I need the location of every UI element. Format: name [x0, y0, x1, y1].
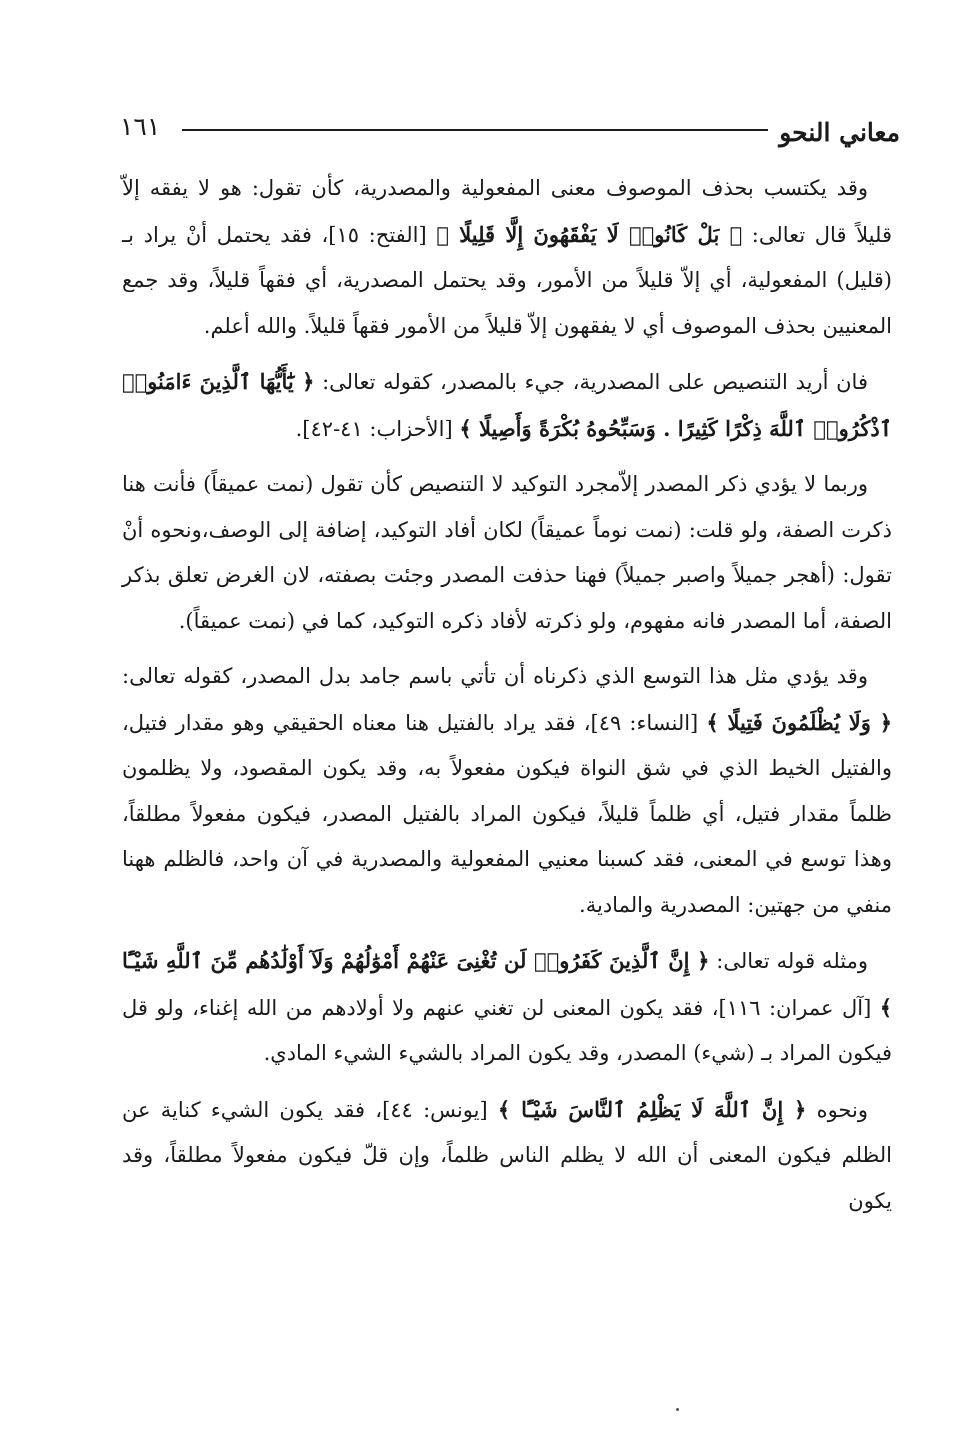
- quran-verse: ﴿ إِنَّ ٱللَّهَ لَا يَظْلِمُ ٱلنَّاسَ شَيْـًٔا ﴾: [497, 1096, 807, 1122]
- paragraph-2: [122, 359, 892, 452]
- page-number: ١٦١: [120, 112, 161, 141]
- body-text: [122, 166, 892, 1234]
- running-header: [120, 112, 900, 152]
- header-rule: [182, 129, 768, 131]
- paragraph-text: [الأحزاب: ٤١-٤٢].: [295, 416, 460, 441]
- scan-speck: [676, 1408, 679, 1411]
- paragraph-text: ومثله قوله تعالى:: [709, 949, 868, 973]
- quran-verse: ﴿ بَلْ كَانُوا۟ لَا يَفْقَهُونَ إِلَّا قَلِيلًا ﴾: [436, 221, 743, 247]
- paragraph-text: [الفتح: ١٥]، فقد يحتمل أنْ يراد بـ (قليل) المفعولية، أي إلاّ قليلاً من الأمور، وقد يحتمل المصدرية، أي فقهاً قليلاً، وقد جمع المعنيين بحذف الموصوف أي لا يفقهون إلاّ قليلاً من الأمور فقهاً قليلاً. والله أعلم.: [122, 222, 892, 338]
- paragraph-text: وقد يؤدي مثل هذا التوسع الذي ذكرناه أن تأتي باسم جامد بدل المصدر، كقوله تعالى:: [122, 664, 868, 688]
- paragraph-text: [النساء: ٤٩]، فقد يراد بالفتيل هنا معناه الحقيقي وهو مقدار فتيل، والفتيل الخيط الذي في شق النواة فيكون مفعولاً به، وقد يكون المقصود، ولا يظلمون ظلماً مقدار فتيل، أي ظلماً قليلاً، فيكون المراد بالفتيل المصدر، فيكون مفعولاً مطلقاً، وهذا توسع في المعنى، فقد كسبنا معنيي المفعولية والمصدرية في آن واحد، فالظلم ههنا منفي من جهتين: المصدرية والمادية.: [122, 710, 892, 917]
- book-title: معاني النحو: [779, 118, 900, 147]
- paragraph-text: فان أريد التنصيص على المصدرية، جيء بالمصدر، كقوله تعالى:: [314, 370, 868, 394]
- quran-verse: ﴿ إِنَّ ٱلَّذِينَ كَفَرُوا۟ لَن تُغْنِىَ عَنْهُمْ أَمْوَٰلُهُمْ وَلَآ أَوْلَٰدُهُم مِّنَ ٱللَّهِ شَيْـًٔا ﴾: [122, 948, 892, 1020]
- paragraph-text: ونحوه: [806, 1097, 868, 1122]
- paragraph-text: وربما لا يؤدي ذكر المصدر إلاّمجرد التوكيد لا التنصيص كأن تقول (نمت عميقاً) فأنت هنا ذكرت الصفة، ولو قلت: (نمت نوماً عميقاً) لكان أفاد التوكيد، إضافة إلى الوصف،ونحوه أنْ تقول: (أهجر جميلاً واصبر جميلاً) فهنا حذفت المصدر وجئت بصفته، لان الغرض تعلق بذكر الصفة، أما المصدر فانه مفهوم، ولو ذكرته لأفاد ذكره التوكيد، كما في (نمت عميقاً).: [122, 472, 892, 633]
- paragraph-5: [122, 938, 892, 1077]
- paragraph-6: [122, 1087, 892, 1225]
- paragraph-text: [يونس: ٤٤]، فقد يكون الشيء كناية عن الظلم فيكون المعنى أن الله لا يظلم الناس ظلماً، وإن قلّ فيكون مفعولاً مطلقاً، وقد يكون: [122, 1097, 892, 1213]
- quran-verse: ﴿ وَلَا يُظْلَمُونَ فَتِيلًا ﴾: [706, 709, 893, 735]
- paragraph-text: [آل عمران: ١١٦]، فقد يكون المعنى لن تغني عنهم ولا أولادهم من الله إغناء، ولو قل فيكون المراد بـ (شيء) المصدر، وقد يكون المراد بالشيء الشيء المادي.: [122, 995, 892, 1065]
- paragraph-text: وقد يكتسب بحذف الموصوف معنى المفعولية والمصدرية، كأن تقول: هو لا يفقه إلاّ قليلاً قال تعالى:: [122, 176, 892, 247]
- paragraph-4: [122, 654, 892, 928]
- paragraph-3: [122, 462, 892, 644]
- paragraph-1: [122, 166, 892, 349]
- quran-verse: ﴿ يَٰٓأَيُّهَا ٱلَّذِينَ ءَامَنُوا۟ ٱذْكُرُوا۟ ٱللَّهَ ذِكْرًا كَثِيرًا . وَسَبِّحُوهُ بُكْرَةً وَأَصِيلًا ﴾: [122, 369, 892, 441]
